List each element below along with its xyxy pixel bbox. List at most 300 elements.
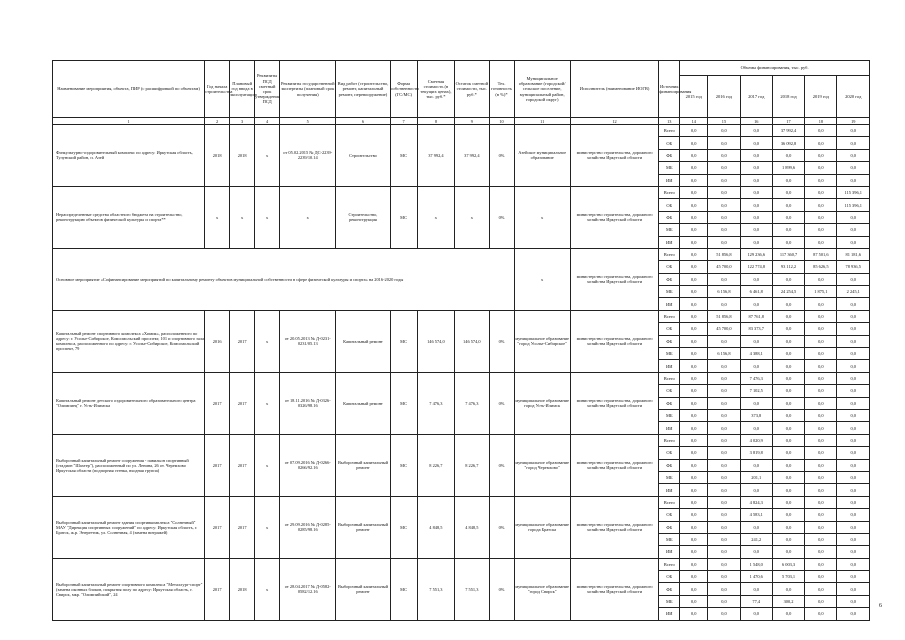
activity-name: Основное мероприятие «Софинансирование мероприятий по капитальному ремонту объектов муниципальной собственности в сфере физической культуры и спорта» на 2016-2020 годы <box>53 248 515 310</box>
funding-value: 0,0 <box>772 149 804 161</box>
funding-value: 201,1 <box>740 471 772 483</box>
funding-value: 0,0 <box>680 149 708 161</box>
column-number: 2 <box>205 118 230 125</box>
municipality: муниципальное образование "город Свирск" <box>514 558 570 620</box>
funding-value: 0,0 <box>740 546 772 558</box>
funding-source: МБ <box>659 162 680 174</box>
funding-value: 0,0 <box>805 608 837 620</box>
funding-value: 0,0 <box>805 558 837 570</box>
funding-value: 77,4 <box>740 595 772 607</box>
plan-year: 2017 <box>230 372 255 434</box>
funding-value: 241,2 <box>740 533 772 545</box>
table-row <box>53 248 870 260</box>
funding-source: Всего <box>659 496 680 508</box>
header-source: Источник финансирования <box>659 61 680 118</box>
funding-source: ФБ <box>659 583 680 595</box>
header-year: 2016 год <box>708 75 740 117</box>
funding-value: 0,0 <box>837 125 870 137</box>
funding-value: 0,0 <box>740 174 772 186</box>
funding-value: 0,0 <box>680 360 708 372</box>
start-year: 2017 <box>205 372 230 434</box>
funding-value: 0,0 <box>805 348 837 360</box>
object-name: Выборочный капитальный ремонт сооружения - павильон спортивный (стадион "Шахтер"), расположенный по ул. Ленина, 26 от. Черемхово Иркутская области (подпорная стенка, входная группа) <box>53 434 205 496</box>
funding-value: 0,0 <box>837 459 870 471</box>
table-row <box>53 125 870 137</box>
funding-value: 0,0 <box>772 273 804 285</box>
funding-value: 0,0 <box>708 335 740 347</box>
executor: министерство строительства, дорожного хозяйства Иркутской области <box>570 558 659 620</box>
funding-value: 0,0 <box>805 546 837 558</box>
funding-value: 0,0 <box>805 174 837 186</box>
remaining-cost: 37 992,4 <box>455 125 489 187</box>
funding-value: 0,0 <box>772 186 804 198</box>
funding-value: 0,0 <box>680 261 708 273</box>
funding-value: 0,0 <box>708 484 740 496</box>
object-name: Капитальный ремонт детского оздоровительного образовательного центра "Олимпиец" г. Усть-Илимска <box>53 372 205 434</box>
funding-source: Всего <box>659 310 680 322</box>
municipality: х <box>514 248 570 310</box>
estimated-cost: 146 574,0 <box>417 310 455 372</box>
funding-value: 0,0 <box>708 273 740 285</box>
object-name: Выборочный капитальный ремонт спортивного комплекса "Металлург-спорт" (замена оконных блоков, покрытия полу по адресу: Иркутская область, г. Свирск, мкр. "Олимпийский", 24 <box>53 558 205 620</box>
funding-value: 0,0 <box>708 509 740 521</box>
expertise: от 28.04.2017 № Д-0582-0582/12.16 <box>280 558 336 620</box>
funding-source: ФБ <box>659 273 680 285</box>
funding-value: 0,0 <box>837 447 870 459</box>
funding-value: 0,0 <box>772 397 804 409</box>
funding-value: 0,0 <box>740 397 772 409</box>
funding-value: 0,0 <box>837 583 870 595</box>
executor: министерство строительства, дорожного хозяйства Иркутской области <box>570 372 659 434</box>
funding-value: 0,0 <box>708 137 740 149</box>
funding-source: ИИ <box>659 174 680 186</box>
funding-value: 0,0 <box>680 459 708 471</box>
header-financing: Объемы финансирования, тыс. руб. <box>680 61 870 76</box>
municipality: муниципальное образование "город Усолье-Сибирское" <box>514 310 570 372</box>
header-readiness: Тех. готовность (в %)* <box>489 61 514 118</box>
start-year: 2017 <box>205 434 230 496</box>
funding-value: 0,0 <box>680 348 708 360</box>
funding-value: 0,0 <box>837 211 870 223</box>
column-number-row <box>53 118 870 125</box>
funding-value: 0,0 <box>680 571 708 583</box>
funding-value: 0,0 <box>772 335 804 347</box>
funding-value: 4 583,1 <box>740 509 772 521</box>
funding-source: МБ <box>659 409 680 421</box>
funding-source: ФБ <box>659 149 680 161</box>
funding-value: 0,0 <box>680 298 708 310</box>
funding-source: ИИ <box>659 422 680 434</box>
psd-term: х <box>255 310 280 372</box>
expertise: от 05.02.2015 № ДС-2239-2239/10.14 <box>280 125 336 187</box>
funding-value: 0,0 <box>805 137 837 149</box>
funding-value: 2 245,1 <box>837 286 870 298</box>
funding-value: 0,0 <box>805 496 837 508</box>
funding-value: 0,0 <box>805 310 837 322</box>
page-number: 6 <box>879 603 882 609</box>
header-estimated-cost: Сметная стоимость (в текущих ценах), тыс. руб.* <box>417 61 455 118</box>
estimated-cost: 7 476,3 <box>417 372 455 434</box>
funding-value: 0,0 <box>708 546 740 558</box>
funding-value: 0,0 <box>837 571 870 583</box>
plan-year: 2018 <box>230 125 255 187</box>
funding-value: 0,0 <box>680 595 708 607</box>
start-year: 2016 <box>205 310 230 372</box>
psd-term: х <box>255 496 280 558</box>
ownership: МС <box>390 496 417 558</box>
funding-value: 0,0 <box>772 471 804 483</box>
funding-value: 0,0 <box>837 360 870 372</box>
plan-year: 2017 <box>230 496 255 558</box>
funding-value: 7 476,3 <box>740 372 772 384</box>
funding-value: 0,0 <box>772 583 804 595</box>
funding-source: ОБ <box>659 261 680 273</box>
header-expertise: Реквизиты государственной экспертизы (плановый срок получения) <box>280 61 336 118</box>
funding-value: 0,0 <box>772 459 804 471</box>
column-number: 6 <box>336 118 390 125</box>
funding-value: 0,0 <box>837 422 870 434</box>
funding-value: 51 856,8 <box>708 310 740 322</box>
funding-value: 0,0 <box>772 174 804 186</box>
funding-source: Всего <box>659 434 680 446</box>
funding-value: 4 824,3 <box>740 496 772 508</box>
funding-value: 0,0 <box>680 385 708 397</box>
municipality: Азейское муниципальное образование <box>514 125 570 187</box>
estimated-cost: 8 226,7 <box>417 434 455 496</box>
funding-value: 0,0 <box>805 372 837 384</box>
funding-source: ИИ <box>659 484 680 496</box>
column-number: 19 <box>837 118 870 125</box>
funding-value: 0,0 <box>708 372 740 384</box>
funding-value: 0,0 <box>837 335 870 347</box>
funding-value: 0,0 <box>740 199 772 211</box>
column-number: 15 <box>708 118 740 125</box>
funding-value: 0,0 <box>805 224 837 236</box>
funding-value: 0,0 <box>837 236 870 248</box>
expertise: от 07.09.2016 № Д-0266-0266/92.16 <box>280 434 336 496</box>
funding-value: 0,0 <box>708 360 740 372</box>
funding-value: 0,0 <box>680 509 708 521</box>
funding-source: Всего <box>659 372 680 384</box>
table-row <box>53 434 870 446</box>
funding-value: 0,0 <box>708 583 740 595</box>
funding-value: 0,0 <box>837 434 870 446</box>
funding-value: 0,0 <box>837 496 870 508</box>
funding-value: 0,0 <box>837 174 870 186</box>
funding-source: ИИ <box>659 546 680 558</box>
readiness: 0% <box>489 125 514 187</box>
funding-source: Всего <box>659 186 680 198</box>
funding-value: 0,0 <box>805 162 837 174</box>
header-year: 2019 год <box>805 75 837 117</box>
funding-value: 0,0 <box>772 360 804 372</box>
header-year: 2017 год <box>740 75 772 117</box>
funding-value: 24 254,5 <box>772 286 804 298</box>
executor: министерство строительства, дорожного хозяйства Иркутской области <box>570 186 659 248</box>
column-number: 18 <box>805 118 837 125</box>
column-number: 13 <box>659 118 680 125</box>
funding-value: 6 461,8 <box>740 286 772 298</box>
funding-value: 37 992,4 <box>772 125 804 137</box>
funding-value: 0,0 <box>680 447 708 459</box>
funding-value: 0,0 <box>772 348 804 360</box>
estimated-cost: 37 992,4 <box>417 125 455 187</box>
executor: министерство строительства, дорожного хозяйства Иркутской области <box>570 125 659 187</box>
funding-value: 0,0 <box>772 608 804 620</box>
funding-value: 115 396,1 <box>837 199 870 211</box>
funding-value: 0,0 <box>772 484 804 496</box>
funding-value: 0,0 <box>740 521 772 533</box>
ownership: МС <box>390 186 417 248</box>
remaining-cost: х <box>455 186 489 248</box>
funding-value: 0,0 <box>740 162 772 174</box>
funding-value: 87 501,6 <box>805 248 837 260</box>
funding-value: 1 548,0 <box>740 558 772 570</box>
funding-value: 0,0 <box>680 125 708 137</box>
executor: министерство строительства, дорожного хозяйства Иркутской области <box>570 248 659 310</box>
funding-value: 122 774,8 <box>740 261 772 273</box>
funding-value: 0,0 <box>837 409 870 421</box>
funding-value: 3 819,8 <box>740 447 772 459</box>
funding-value: 0,0 <box>772 521 804 533</box>
funding-source: Всего <box>659 125 680 137</box>
funding-value: 373,8 <box>740 409 772 421</box>
header-year: 2015 год <box>680 75 708 117</box>
funding-value: 0,0 <box>740 608 772 620</box>
funding-value: 0,0 <box>680 310 708 322</box>
remaining-cost: 146 574,0 <box>455 310 489 372</box>
funding-value: 4 020,9 <box>740 434 772 446</box>
column-number: 11 <box>514 118 570 125</box>
funding-value: 0,0 <box>708 397 740 409</box>
funding-value: 0,0 <box>837 224 870 236</box>
funding-value: 0,0 <box>680 558 708 570</box>
funding-value: 0,0 <box>805 186 837 198</box>
funding-value: 85 626,5 <box>805 261 837 273</box>
funding-value: 0,0 <box>708 199 740 211</box>
funding-value: 93 112,2 <box>772 261 804 273</box>
funding-source: ИИ <box>659 298 680 310</box>
funding-value: 0,0 <box>740 137 772 149</box>
funding-value: 0,0 <box>837 298 870 310</box>
funding-value: 0,0 <box>837 372 870 384</box>
funding-value: 0,0 <box>772 310 804 322</box>
readiness: 0% <box>489 434 514 496</box>
readiness: 0% <box>489 558 514 620</box>
funding-value: 0,0 <box>772 199 804 211</box>
remaining-cost: 7 476,3 <box>455 372 489 434</box>
ownership: МС <box>390 125 417 187</box>
municipality: муниципальное образование города Братска <box>514 496 570 558</box>
funding-value: 0,0 <box>680 199 708 211</box>
funding-value: 81 181,6 <box>837 248 870 260</box>
funding-value: 0,0 <box>708 298 740 310</box>
funding-value: 0,0 <box>740 149 772 161</box>
funding-value: 6 156,8 <box>708 286 740 298</box>
funding-value: 0,0 <box>805 447 837 459</box>
funding-value: 0,0 <box>708 409 740 421</box>
estimated-cost: 4 848,5 <box>417 496 455 558</box>
header-work-type: Вид работ (строительство, ремонт, капитальный ремонт, перевооружение) <box>336 61 390 118</box>
funding-value: 0,0 <box>805 484 837 496</box>
funding-value: 0,0 <box>680 422 708 434</box>
funding-value: 0,0 <box>680 434 708 446</box>
funding-value: 115 396,1 <box>837 186 870 198</box>
funding-value: 0,0 <box>805 199 837 211</box>
plan-year: 2018 <box>230 558 255 620</box>
funding-value: 0,0 <box>805 236 837 248</box>
funding-value: 0,0 <box>708 447 740 459</box>
expertise: от 20.05.2013 № Д-0231-0231/05.13 <box>280 310 336 372</box>
funding-value: 0,0 <box>837 149 870 161</box>
funding-source: МБ <box>659 224 680 236</box>
funding-value: 0,0 <box>805 335 837 347</box>
column-number: 14 <box>680 118 708 125</box>
ownership: МС <box>390 310 417 372</box>
funding-value: 0,0 <box>708 608 740 620</box>
funding-value: 0,0 <box>837 310 870 322</box>
municipality: х <box>514 186 570 248</box>
psd-term: х <box>255 125 280 187</box>
psd-term: х <box>255 372 280 434</box>
ownership: МС <box>390 434 417 496</box>
funding-value: 0,0 <box>680 546 708 558</box>
funding-value: 0,0 <box>680 471 708 483</box>
municipality: муниципальное образование город Усть-Илимск <box>514 372 570 434</box>
funding-value: 0,0 <box>837 608 870 620</box>
funding-value: 0,0 <box>708 149 740 161</box>
column-number: 1 <box>53 118 205 125</box>
funding-value: 0,0 <box>740 298 772 310</box>
funding-value: 0,0 <box>708 236 740 248</box>
table-body <box>53 125 870 621</box>
funding-value: 0,0 <box>837 521 870 533</box>
funding-value: 0,0 <box>837 509 870 521</box>
funding-value: 51 856,8 <box>708 248 740 260</box>
funding-value: 0,0 <box>805 211 837 223</box>
funding-value: 0,0 <box>837 533 870 545</box>
readiness: 0% <box>489 496 514 558</box>
funding-value: 0,0 <box>740 186 772 198</box>
funding-value: 0,0 <box>740 273 772 285</box>
funding-value: 0,0 <box>708 422 740 434</box>
funding-value: 0,0 <box>708 162 740 174</box>
remaining-cost: 8 226,7 <box>455 434 489 496</box>
column-number: 7 <box>390 118 417 125</box>
work-type: Капитальный ремонт <box>336 310 390 372</box>
funding-value: 0,0 <box>772 434 804 446</box>
funding-value: 0,0 <box>740 211 772 223</box>
funding-value: 0,0 <box>740 484 772 496</box>
municipality: муниципальное образование "город Черемхово" <box>514 434 570 496</box>
funding-value: 0,0 <box>772 385 804 397</box>
funding-value: 0,0 <box>837 558 870 570</box>
funding-value: 6 156,8 <box>708 348 740 360</box>
work-type: Выборочный капитальный ремонт <box>336 558 390 620</box>
expertise: х <box>280 186 336 248</box>
funding-source: ФБ <box>659 335 680 347</box>
funding-value: 0,0 <box>805 385 837 397</box>
funding-value: 0,0 <box>837 137 870 149</box>
funding-value: 0,0 <box>805 583 837 595</box>
funding-value: 78 936,5 <box>837 261 870 273</box>
funding-value: 0,0 <box>680 409 708 421</box>
object-name: Физкультурно-оздоровительный комплекс по адресу: Иркутская область, Тулунский район, п. Азей <box>53 125 205 187</box>
funding-value: 0,0 <box>772 509 804 521</box>
funding-value: 0,0 <box>805 149 837 161</box>
funding-value: 0,0 <box>680 286 708 298</box>
funding-value: 0,0 <box>680 397 708 409</box>
expertise: от 18.11.2016 № Д-0326-0326/98.16 <box>280 372 336 434</box>
funding-value: 0,0 <box>772 211 804 223</box>
plan-year: х <box>230 186 255 248</box>
header-start-year: Год начала строительства <box>205 61 230 118</box>
start-year: 2017 <box>205 558 230 620</box>
funding-value: 0,0 <box>708 211 740 223</box>
funding-value: 0,0 <box>772 298 804 310</box>
funding-value: 87 761,8 <box>740 310 772 322</box>
funding-value: 0,0 <box>805 125 837 137</box>
funding-value: 0,0 <box>805 595 837 607</box>
object-name: Капитальный ремонт спортивного комплекса «Химик», расположенного по адресу: г. Усолье-Сибирское, Комсомольский проспект, 101 и спортивного зала комплекса, расположенного по адресу: г. Усолье-Сибирское, Комсомольский проспект, 79 <box>53 310 205 372</box>
table-row <box>53 496 870 508</box>
funding-value: 0,0 <box>680 236 708 248</box>
readiness: 0% <box>489 186 514 248</box>
header-remaining-cost: Остаток сметной стоимости, тыс. руб.* <box>455 61 489 118</box>
column-number: 17 <box>772 118 804 125</box>
estimated-cost: х <box>417 186 455 248</box>
funding-value: 0,0 <box>680 162 708 174</box>
funding-value: 0,0 <box>805 273 837 285</box>
funding-value: 0,0 <box>805 471 837 483</box>
funding-value: 0,0 <box>680 484 708 496</box>
funding-source: ОБ <box>659 571 680 583</box>
header-ownership: Форма собственности (ГС/МС) <box>390 61 417 118</box>
funding-value: 45 700,0 <box>708 323 740 335</box>
funding-value: 5 703,1 <box>772 571 804 583</box>
funding-value: 0,0 <box>708 385 740 397</box>
funding-value: 0,0 <box>772 533 804 545</box>
table-row <box>53 372 870 384</box>
funding-value: 0,0 <box>805 409 837 421</box>
header-plan-year: Плановый год ввода в эксплуатацию <box>230 61 255 118</box>
funding-value: 0,0 <box>837 273 870 285</box>
plan-year: 2017 <box>230 434 255 496</box>
funding-source: МБ <box>659 348 680 360</box>
funding-value: 0,0 <box>680 533 708 545</box>
funding-value: 36 092,8 <box>772 137 804 149</box>
funding-value: 0,0 <box>805 533 837 545</box>
funding-value: 0,0 <box>772 409 804 421</box>
funding-value: 0,0 <box>772 496 804 508</box>
funding-value: 0,0 <box>708 186 740 198</box>
funding-value: 0,0 <box>680 323 708 335</box>
funding-value: 1 875,1 <box>805 286 837 298</box>
psd-term: х <box>255 434 280 496</box>
funding-value: 0,0 <box>805 434 837 446</box>
funding-source: Всего <box>659 248 680 260</box>
funding-value: 300,2 <box>772 595 804 607</box>
column-number: 3 <box>230 118 255 125</box>
estimated-cost: 7 551,3 <box>417 558 455 620</box>
funding-source: ФБ <box>659 459 680 471</box>
funding-source: ОБ <box>659 137 680 149</box>
column-number: 4 <box>255 118 280 125</box>
funding-value: 0,0 <box>740 583 772 595</box>
remaining-cost: 7 551,3 <box>455 558 489 620</box>
table-row <box>53 186 870 198</box>
funding-source: МБ <box>659 286 680 298</box>
